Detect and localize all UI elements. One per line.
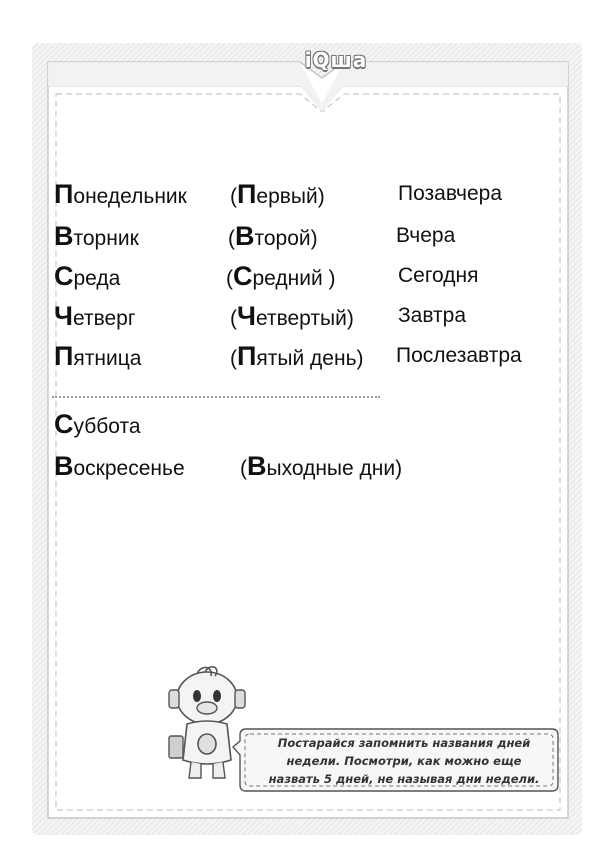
day-name: Вторник xyxy=(54,221,139,251)
day-name: Четверг xyxy=(54,301,136,331)
day-name: Воскресенье xyxy=(54,451,185,481)
day-name: Пятница xyxy=(54,341,142,371)
day-hint: (Четвертый) xyxy=(230,301,354,331)
tip-text xyxy=(248,734,560,788)
day-name: Суббота xyxy=(54,409,141,439)
relative-time: Завтра xyxy=(398,304,467,327)
tip-line: назвать 5 дней, не называя дни недели. xyxy=(268,772,540,786)
iqsha-logo xyxy=(292,48,380,74)
day-hint: (Первый) xyxy=(230,179,325,209)
day-hint: (Средний ) xyxy=(226,261,336,291)
day-hint: (Второй) xyxy=(228,221,318,251)
day-hint: (Пятый день) xyxy=(230,341,364,371)
day-name: Среда xyxy=(54,261,121,291)
relative-time: Позавчера xyxy=(398,182,503,205)
tip-line: недели. Посмотри, как можно еще xyxy=(286,754,522,768)
relative-time: Вчера xyxy=(396,224,456,247)
dotted-divider xyxy=(52,396,380,400)
day-hint: (Выходные дни) xyxy=(240,451,403,481)
logo-text: iQша xyxy=(304,48,368,72)
relative-time: Послезавтра xyxy=(396,344,522,367)
relative-time: Сегодня xyxy=(398,264,479,287)
tip-line: Постарайся запомнить названия дней xyxy=(277,736,531,750)
day-name: Понедельник xyxy=(54,179,187,209)
